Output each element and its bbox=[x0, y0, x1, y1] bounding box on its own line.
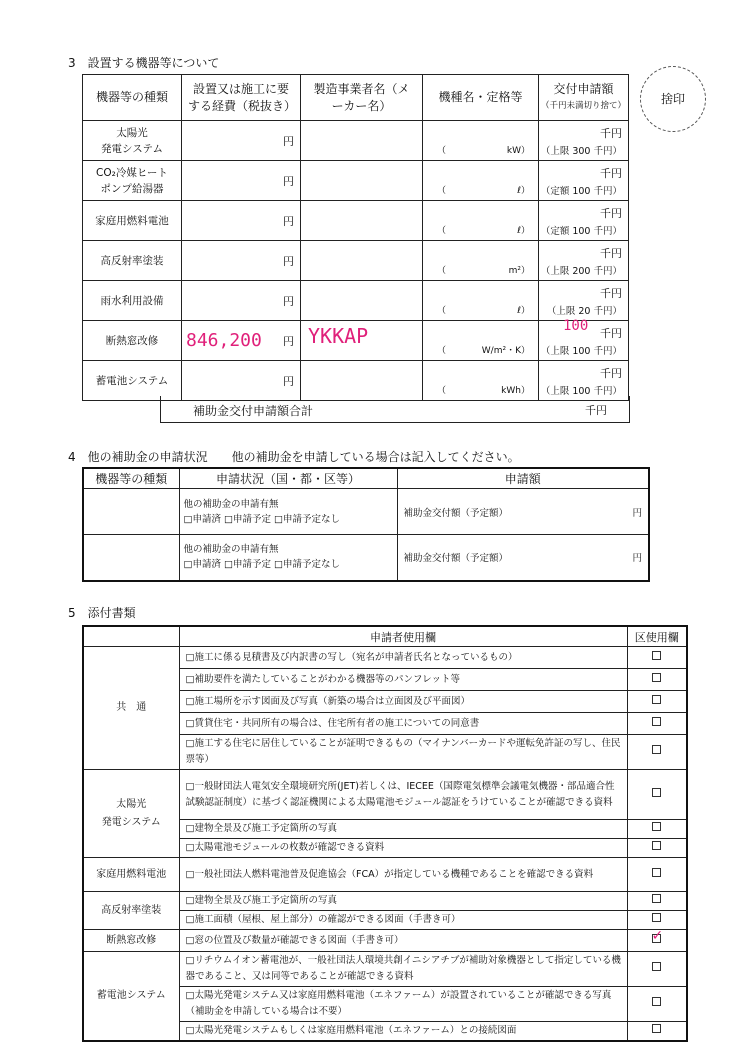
spec-line bbox=[437, 183, 530, 196]
handwritten-amount: 100 bbox=[563, 318, 589, 334]
col-maker: 製造事業者名（メーカー名） bbox=[301, 75, 423, 121]
spec-open: （ bbox=[437, 346, 447, 356]
row4-1-checkboxes[interactable]: □申請済 □申請予定 □申請予定なし bbox=[183, 513, 340, 525]
box-s3[interactable] bbox=[627, 839, 687, 858]
box-s2[interactable] bbox=[627, 820, 687, 839]
box-b1[interactable] bbox=[627, 952, 687, 987]
section3-title: 3 設置する機器等について bbox=[68, 56, 220, 70]
col-amount-note: （千円未満切り捨て） bbox=[540, 100, 626, 111]
maker-cell[interactable] bbox=[301, 161, 423, 201]
spec-open: （ bbox=[437, 146, 447, 156]
cat-solar: 太陽光 発電システム bbox=[83, 770, 179, 858]
checkbox[interactable] bbox=[652, 717, 661, 726]
equipment-row bbox=[83, 201, 629, 241]
col-amount-label: 交付申請額 bbox=[553, 81, 614, 96]
cat-paint: 高反射率塗装 bbox=[83, 892, 179, 930]
model-cell[interactable] bbox=[423, 201, 539, 241]
yen-unit: 円 bbox=[283, 255, 294, 268]
item-b3: □太陽光発電システムもしくは家庭用燃料電池（エネファーム）との接続図面 bbox=[179, 1022, 627, 1042]
cat-battery: 蓄電池システム bbox=[83, 952, 179, 1042]
yen-unit: 円 bbox=[283, 175, 294, 188]
model-cell[interactable] bbox=[423, 241, 539, 281]
item-c3: □施工場所を示す図面及び写真（新築の場合は立面図及び平面図） bbox=[179, 691, 627, 713]
cost-cell[interactable] bbox=[182, 281, 301, 321]
checkbox[interactable] bbox=[652, 894, 661, 903]
spec-line bbox=[437, 263, 530, 276]
equipment-type: 高反射率塗装 bbox=[83, 241, 182, 281]
item-b2: □太陽光発電システム又は家庭用燃料電池（エネファーム）が設置されていることが確認できる写真（補助金を申請している場合は不要） bbox=[179, 987, 627, 1022]
box-c3[interactable] bbox=[627, 691, 687, 713]
yen-unit: 円 bbox=[283, 215, 294, 228]
spec-unit: kW） bbox=[506, 146, 530, 156]
spec-open: （ bbox=[437, 186, 447, 196]
limit-note: （定額 100 千円） bbox=[540, 186, 622, 197]
sen-unit: 千円 bbox=[600, 167, 622, 180]
sen-unit: 千円 bbox=[600, 327, 622, 340]
item-s3: □太陽電池モジュールの枚数が確認できる資料 bbox=[179, 839, 627, 858]
handwritten-cost: 846,200 bbox=[186, 330, 262, 351]
spec-line bbox=[437, 303, 530, 316]
equipment-row bbox=[83, 361, 629, 401]
handwritten-maker: YKKAP bbox=[308, 324, 369, 348]
row4-2-label: 補助金交付額（予定額） bbox=[403, 553, 509, 565]
box-p2[interactable] bbox=[627, 911, 687, 930]
col4-status: 申請状況（国・都・区等） bbox=[179, 468, 397, 489]
section5-title: 5 添付書類 bbox=[68, 606, 136, 620]
equipment-type: 蓄電池システム bbox=[83, 361, 182, 401]
equipment-row bbox=[83, 241, 629, 281]
model-cell[interactable] bbox=[423, 161, 539, 201]
maker-cell[interactable] bbox=[301, 121, 423, 161]
yen-unit: 円 bbox=[283, 335, 294, 348]
row4-1-unit: 円 bbox=[632, 507, 642, 519]
amount-cell[interactable] bbox=[539, 361, 629, 401]
sen-unit: 千円 bbox=[600, 247, 622, 260]
spec-line bbox=[437, 223, 530, 236]
col-model: 機種名・定格等 bbox=[423, 75, 539, 121]
spec-unit: m²） bbox=[508, 266, 530, 276]
equipment-type: CO₂冷媒ヒート ポンプ給湯器 bbox=[83, 161, 182, 201]
spec-open: （ bbox=[437, 226, 447, 236]
checkbox[interactable] bbox=[652, 695, 661, 704]
cost-cell[interactable] bbox=[182, 241, 301, 281]
amount-cell[interactable] bbox=[539, 201, 629, 241]
item-p1: □建物全景及び施工予定箇所の写真 bbox=[179, 892, 627, 911]
checkbox[interactable] bbox=[652, 1024, 661, 1033]
row4-1-amount bbox=[397, 489, 649, 535]
stamp-circle: 捨印 bbox=[640, 66, 706, 132]
amount-cell[interactable] bbox=[539, 121, 629, 161]
equipment-row bbox=[83, 121, 629, 161]
limit-note: （定額 100 千円） bbox=[540, 226, 622, 237]
equipment-type: 雨水利用設備 bbox=[83, 281, 182, 321]
limit-note: （上限 100 千円） bbox=[540, 346, 622, 357]
box-c4[interactable] bbox=[627, 713, 687, 735]
row4-1-status bbox=[179, 489, 397, 535]
checkbox[interactable] bbox=[652, 997, 661, 1006]
amount-cell[interactable] bbox=[539, 161, 629, 201]
attachments-table bbox=[82, 625, 688, 1042]
model-cell[interactable] bbox=[423, 281, 539, 321]
item-w1: □窓の位置及び数量が確認できる図面（手書き可） bbox=[179, 930, 627, 952]
row4-1-line1: 他の補助金の申請有無 bbox=[183, 498, 279, 510]
spec-open: （ bbox=[437, 386, 447, 396]
spec-unit: W/m²・K） bbox=[481, 346, 530, 356]
spec-line bbox=[437, 143, 530, 156]
limit-note: （上限 100 千円） bbox=[540, 386, 622, 397]
limit-note: （上限 200 千円） bbox=[540, 266, 622, 277]
yen-unit: 円 bbox=[283, 135, 294, 148]
yen-unit: 円 bbox=[283, 375, 294, 388]
model-cell[interactable] bbox=[423, 361, 539, 401]
other-subsidy-table bbox=[82, 467, 650, 582]
spec-open: （ bbox=[437, 306, 447, 316]
check-mark-icon: ✓ bbox=[651, 928, 664, 944]
spec-unit: ℓ） bbox=[517, 306, 530, 316]
checkbox[interactable] bbox=[652, 673, 661, 682]
checkbox[interactable] bbox=[652, 913, 661, 922]
col-cost: 設置又は施工に要する経費（税抜き） bbox=[182, 75, 301, 121]
row4-2-line1: 他の補助金の申請有無 bbox=[183, 544, 279, 556]
col-equipment-type: 機器等の種類 bbox=[83, 75, 182, 121]
spec-open: （ bbox=[437, 266, 447, 276]
col5-blank bbox=[83, 626, 179, 647]
total-label: 補助金交付申請額合計 bbox=[193, 404, 314, 418]
box-b2[interactable] bbox=[627, 987, 687, 1022]
box-b3[interactable] bbox=[627, 1022, 687, 1042]
box-p1[interactable] bbox=[627, 892, 687, 911]
box-c1[interactable] bbox=[627, 647, 687, 669]
col4-amount: 申請額 bbox=[397, 468, 649, 489]
equipment-type: 太陽光 発電システム bbox=[83, 121, 182, 161]
spec-line bbox=[437, 383, 530, 396]
spec-line bbox=[437, 343, 530, 356]
col-amount bbox=[539, 75, 629, 121]
row4-1-label: 補助金交付額（予定額） bbox=[403, 507, 509, 519]
sen-unit: 千円 bbox=[600, 287, 622, 300]
box-f1[interactable] bbox=[627, 858, 687, 892]
sen-unit: 千円 bbox=[600, 367, 622, 380]
maker-cell[interactable] bbox=[301, 361, 423, 401]
row4-1-type bbox=[83, 489, 179, 535]
yen-unit: 円 bbox=[283, 295, 294, 308]
maker-cell[interactable] bbox=[301, 201, 423, 241]
item-s1: □一般財団法人電気安全環境研究所(JET)若しくは、IECEE（国際電気標準会議電気機器・部品適合性試験認証制度）に基づく認証機関による太陽電池モジュール認証をうけていることが確認できる資料 bbox=[179, 770, 627, 820]
item-f1: □一般社団法人燃料電池普及促進協会（FCA）が指定している機種であることを確認できる資料 bbox=[179, 858, 627, 892]
item-s2: □建物全景及び施工予定箇所の写真 bbox=[179, 820, 627, 839]
amount-cell[interactable] bbox=[539, 281, 629, 321]
col4-type: 機器等の種類 bbox=[83, 468, 179, 489]
maker-cell[interactable] bbox=[301, 241, 423, 281]
model-cell[interactable] bbox=[423, 121, 539, 161]
section4-title: 4 他の補助金の申請状況 他の補助金を申請している場合は記入してください。 bbox=[68, 450, 520, 464]
equipment-table bbox=[82, 74, 629, 401]
limit-note: （上限 20 千円） bbox=[546, 306, 622, 317]
total-unit: 千円 bbox=[585, 404, 607, 417]
spec-unit: ℓ） bbox=[517, 186, 530, 196]
row4-2-amount bbox=[397, 535, 649, 581]
checkbox[interactable] bbox=[652, 868, 661, 877]
box-s1[interactable] bbox=[627, 770, 687, 820]
cat-fuelcell: 家庭用燃料電池 bbox=[83, 858, 179, 892]
maker-cell[interactable] bbox=[301, 281, 423, 321]
equipment-row bbox=[83, 161, 629, 201]
row4-2-checkboxes[interactable]: □申請済 □申請予定 □申請予定なし bbox=[183, 559, 340, 571]
spec-unit: ℓ） bbox=[517, 226, 530, 236]
box-c2[interactable] bbox=[627, 669, 687, 691]
checkbox[interactable] bbox=[652, 841, 661, 850]
checkbox[interactable] bbox=[652, 962, 661, 971]
item-b1: □リチウムイオン蓄電池が、一般社団法人環境共創イニシアチブが補助対象機器として指定している機器であること、又は同等であることが確認できる資料 bbox=[179, 952, 627, 987]
checkbox[interactable] bbox=[652, 651, 661, 660]
model-cell[interactable] bbox=[423, 321, 539, 361]
item-c5: □施工する住宅に居住していることが証明できるもの（マイナンバーカードや運転免許証の写し、住民票等） bbox=[179, 735, 627, 770]
sen-unit: 千円 bbox=[600, 127, 622, 140]
amount-cell[interactable] bbox=[539, 241, 629, 281]
spec-unit: kWh） bbox=[501, 386, 530, 396]
equipment-row bbox=[83, 281, 629, 321]
row4-2-unit: 円 bbox=[632, 553, 642, 565]
cost-cell[interactable] bbox=[182, 121, 301, 161]
row4-2-type bbox=[83, 535, 179, 581]
checkbox[interactable] bbox=[652, 788, 661, 797]
box-c5[interactable] bbox=[627, 735, 687, 770]
limit-note: （上限 300 千円） bbox=[540, 146, 622, 157]
checkbox[interactable] bbox=[652, 822, 661, 831]
item-p2: □施工面積（屋根、屋上部分）の確認ができる図面（手書き可） bbox=[179, 911, 627, 930]
col5-ward: 区使用欄 bbox=[627, 626, 687, 647]
cat-window: 断熱窓改修 bbox=[83, 930, 179, 952]
cat-common: 共 通 bbox=[83, 647, 179, 770]
col5-applicant: 申請者使用欄 bbox=[179, 626, 627, 647]
total-row bbox=[160, 396, 630, 423]
sen-unit: 千円 bbox=[600, 207, 622, 220]
cost-cell[interactable] bbox=[182, 361, 301, 401]
equipment-type: 断熱窓改修 bbox=[83, 321, 182, 361]
checkbox[interactable] bbox=[652, 745, 661, 754]
box-w1[interactable] bbox=[627, 930, 687, 952]
item-c1: □施工に係る見積書及び内訳書の写し（宛名が申請者氏名となっているもの） bbox=[179, 647, 627, 669]
cost-cell[interactable] bbox=[182, 201, 301, 241]
item-c2: □補助要件を満たしていることがわかる機器等のパンフレット等 bbox=[179, 669, 627, 691]
row4-2-status bbox=[179, 535, 397, 581]
item-c4: □賃貸住宅・共同所有の場合は、住宅所有者の施工についての同意書 bbox=[179, 713, 627, 735]
cost-cell[interactable] bbox=[182, 161, 301, 201]
equipment-type: 家庭用燃料電池 bbox=[83, 201, 182, 241]
